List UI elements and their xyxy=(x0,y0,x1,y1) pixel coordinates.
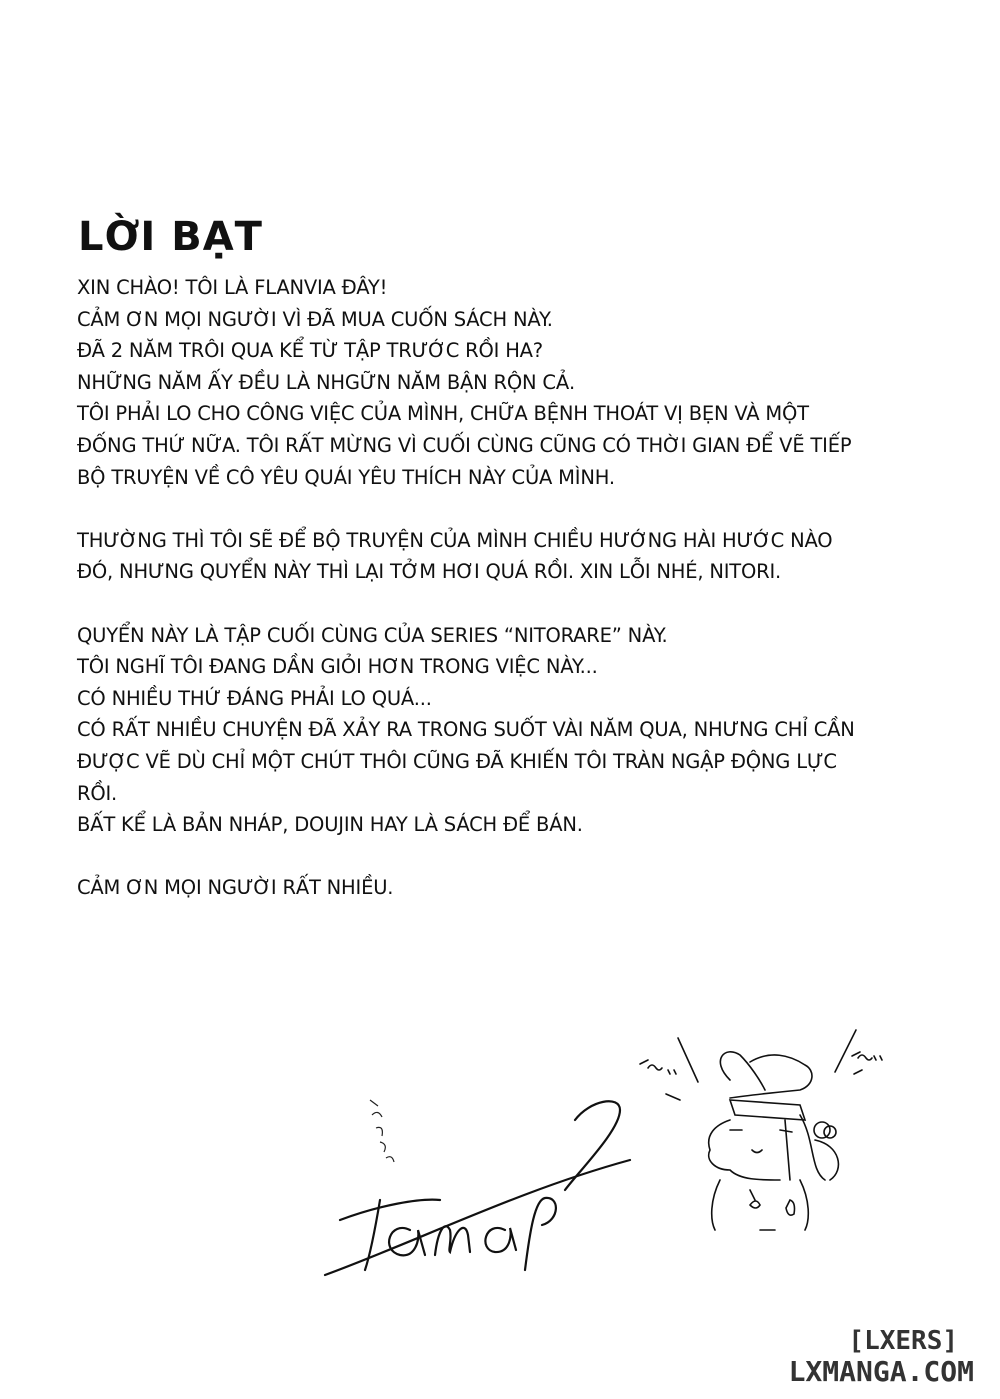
text-line: QUYỂN NÀY LÀ TẬP CUỐI CÙNG CỦA SERIES “NITORARE” NÀY. xyxy=(77,623,668,647)
paragraph xyxy=(77,872,957,904)
text-line: TÔI NGHĨ TÔI ĐANG DẦN GIỎI HƠN TRONG VIỆC NÀY... xyxy=(77,655,598,679)
paragraph xyxy=(77,525,957,588)
text-line: ĐƯỢC VẼ DÙ CHỈ MỘT CHÚT THÔI CŨNG ĐÃ KHIẾN TÔI TRÀN NGẬP ĐỘNG LỰC xyxy=(77,749,837,773)
text-line: XIN CHÀO! TÔI LÀ FLANVIA ĐÂY! xyxy=(77,276,388,299)
text-line: NHỮNG NĂM ẤY ĐỀU LÀ NHGỮN NĂM BẬN RỘN CẢ. xyxy=(77,370,575,394)
text-line: ĐÓ, NHƯNG QUYỂN NÀY THÌ LẠI TỞM HƠI QUÁ RỒI. XIN LỖI NHÉ, NITORI. xyxy=(77,560,782,584)
scanlator-watermark xyxy=(789,1326,974,1388)
text-line: TÔI PHẢI LO CHO CÔNG VIỆC CỦA MÌNH, CHỮA BỆNH THOÁT VỊ BẸN VÀ MỘT xyxy=(77,402,809,426)
watermark-group: [LXERS] xyxy=(848,1326,958,1356)
text-line: CÓ NHIỀU THỨ ĐÁNG PHẢI LO QUÁ... xyxy=(77,686,432,710)
afterword-body xyxy=(77,272,957,904)
text-line: ĐÃ 2 NĂM TRÔI QUA KỂ TỪ TẬP TRƯỚC RỒI HA? xyxy=(77,339,543,363)
text-line: BẤT KỂ LÀ BẢN NHÁP, DOUJIN HAY LÀ SÁCH ĐỂ BÁN. xyxy=(77,813,583,837)
text-line: RỒI. xyxy=(77,781,118,805)
text-line: BỘ TRUYỆN VỀ CÔ YÊU QUÁI YÊU THÍCH NÀY CỦA MÌNH. xyxy=(77,465,615,489)
page-title: LỜI BẠT xyxy=(78,214,263,260)
text-line: ĐỐNG THỨ NỮA. TÔI RẤT MỪNG VÌ CUỐI CÙNG CŨNG CÓ THỜI GIAN ĐỂ VẼ TIẾP xyxy=(77,433,852,457)
watermark-site: LXMANGA.COM xyxy=(788,1355,974,1388)
text-line: CẢM ƠN MỌI NGƯỜI VÌ ĐÃ MUA CUỐN SÁCH NÀY. xyxy=(77,307,553,331)
text-line: CÓ RẤT NHIỀU CHUYỆN ĐÃ XẢY RA TRONG SUỐT VÀI NĂM QUA, NHƯNG CHỈ CẦN xyxy=(77,718,855,742)
paragraph xyxy=(77,620,957,841)
character-sketch xyxy=(600,1020,900,1250)
text-line: CẢM ƠN MỌI NGƯỜI RẤT NHIỀU. xyxy=(77,876,394,900)
paragraph xyxy=(77,272,957,493)
text-line: THƯỜNG THÌ TÔI SẼ ĐỂ BỘ TRUYỆN CỦA MÌNH CHIỀU HƯỚNG HÀI HƯỚC NÀO xyxy=(77,528,833,552)
